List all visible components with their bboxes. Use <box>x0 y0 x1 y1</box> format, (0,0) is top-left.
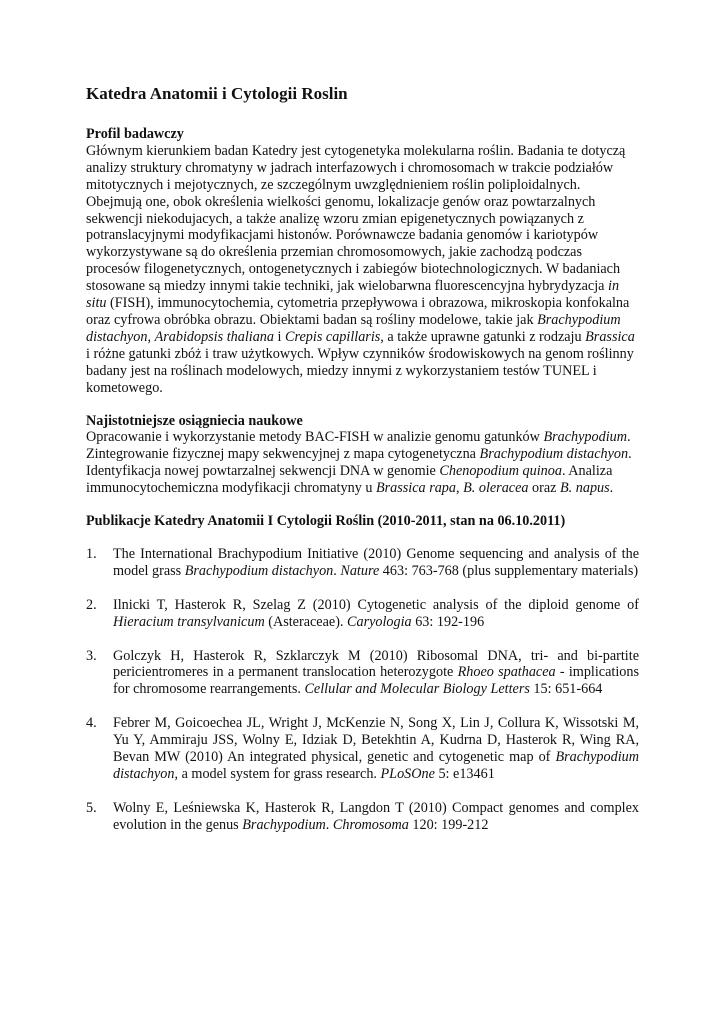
publication-item: 4. Febrer M, Goicoechea JL, Wright J, McKenzie N, Song X, Lin J, Collura K, Wissotski M, Yu Y, Ammiraju JSS, Wolny E, Idziak D, Betekhtin A, Kudrna D, Hasterok R, Wing RA, Bevan MW (2010) An integrated physical, genetic and cytogenetic map of Brachypodium distachyon, a model system for grass research. PLoSOne 5: e13461 <box>86 715 639 782</box>
achievements-paragraph: Opracowanie i wykorzystanie metody BAC-FISH w analizie genomu gatunków Brachypodium. Zintegrowanie fizycznej mapy sekwencyjnej z mapa cytogenetyczna Brachypodium distachyon. Identyfikacja nowej powtarzalnej sekwencji DNA w genomie Chenopodium quinoa. Analiza immunocytochemiczna modyfikacji chromatyny u Brassica rapa, B. oleracea oraz B. napus. <box>86 429 632 497</box>
achievements-heading: Najistotniejsze osiągniecia naukowe <box>86 412 303 429</box>
publication-list <box>86 546 639 834</box>
publication-item: 2. Ilnicki T, Hasterok R, Szelag Z (2010) Cytogenetic analysis of the diploid genome of Hieracium transylvanicum (Asteraceae). Caryologia 63: 192-196 <box>86 596 639 630</box>
profile-paragraph: Głównym kierunkiem badan Katedry jest cytogenetyka molekularna roślin. Badania te dotyczą analizy struktury chromatyny w jadrach interfazowych i chromosomach w trakcie podziałów mitotycznych i mejotycznych, ze szczególnym uwzględnieniem roślin poliploidalnych. Obejmują one, obok określenia wielkości genomu, lokalizacje genów oraz powtarzalnych sekwencji niekodujacych, a także analizę wzoru zmian epigenetycznych powiązanych z potranslacyjnymi modyfikacjami histonów. Porównawcze badania genomów i kariotypów wykorzystywane są do określenia przemian chromosomowych, jakie zachodzą podczas procesów filogenetycznych, ontogenetycznych i zabiegów biotechnologicznych. W badaniach stosowane są miedzy innymi takie techniki, jak wielobarwna fluorescencyjna hybrydyzacja in situ (FISH), immunocytochemia, cytometria przepływowa i obrazowa, mikroskopia konfokalna oraz cyfrowa obróbka obrazu. Obiektami badan są rośliny modelowe, takie jak Brachypodium distachyon, Arabidopsis thaliana i Crepis capillaris, a także uprawne gatunki z rodzaju Brassica i różne gatunki zbóż i traw użytkowych. Wpływ czynników środowiskowych na genom roślinny badany jest na roślinach modelowych, miedzy innymi z wykorzystaniem testów TUNEL i kometowego. <box>86 142 635 396</box>
publications-heading: Publikacje Katedry Anatomii I Cytologii Roślin (2010-2011, stan na 06.10.2011) <box>86 513 566 530</box>
page-title: Katedra Anatomii i Cytologii Roslin <box>86 84 348 103</box>
publication-item: 1. The International Brachypodium Initiative (2010) Genome sequencing and analysis of the model grass Brachypodium distachyon. Nature 463: 763-768 (plus supplementary materials) <box>86 545 639 579</box>
publication-item: 5. Wolny E, Leśniewska K, Hasterok R, Langdon T (2010) Compact genomes and complex evolution in the genus Brachypodium. Chromosoma 120: 199-212 <box>86 799 639 833</box>
publication-item: 3. Golczyk H, Hasterok R, Szklarczyk M (2010) Ribosomal DNA, tri- and bi-partite pericientromeres in a permanent translocation heterozygote Rhoeo spathacea - implications for chromosome rearrangements. Cellular and Molecular Biology Letters 15: 651-664 <box>86 647 639 698</box>
document-page <box>86 84 639 851</box>
profile-heading: Profil badawczy <box>86 126 184 142</box>
